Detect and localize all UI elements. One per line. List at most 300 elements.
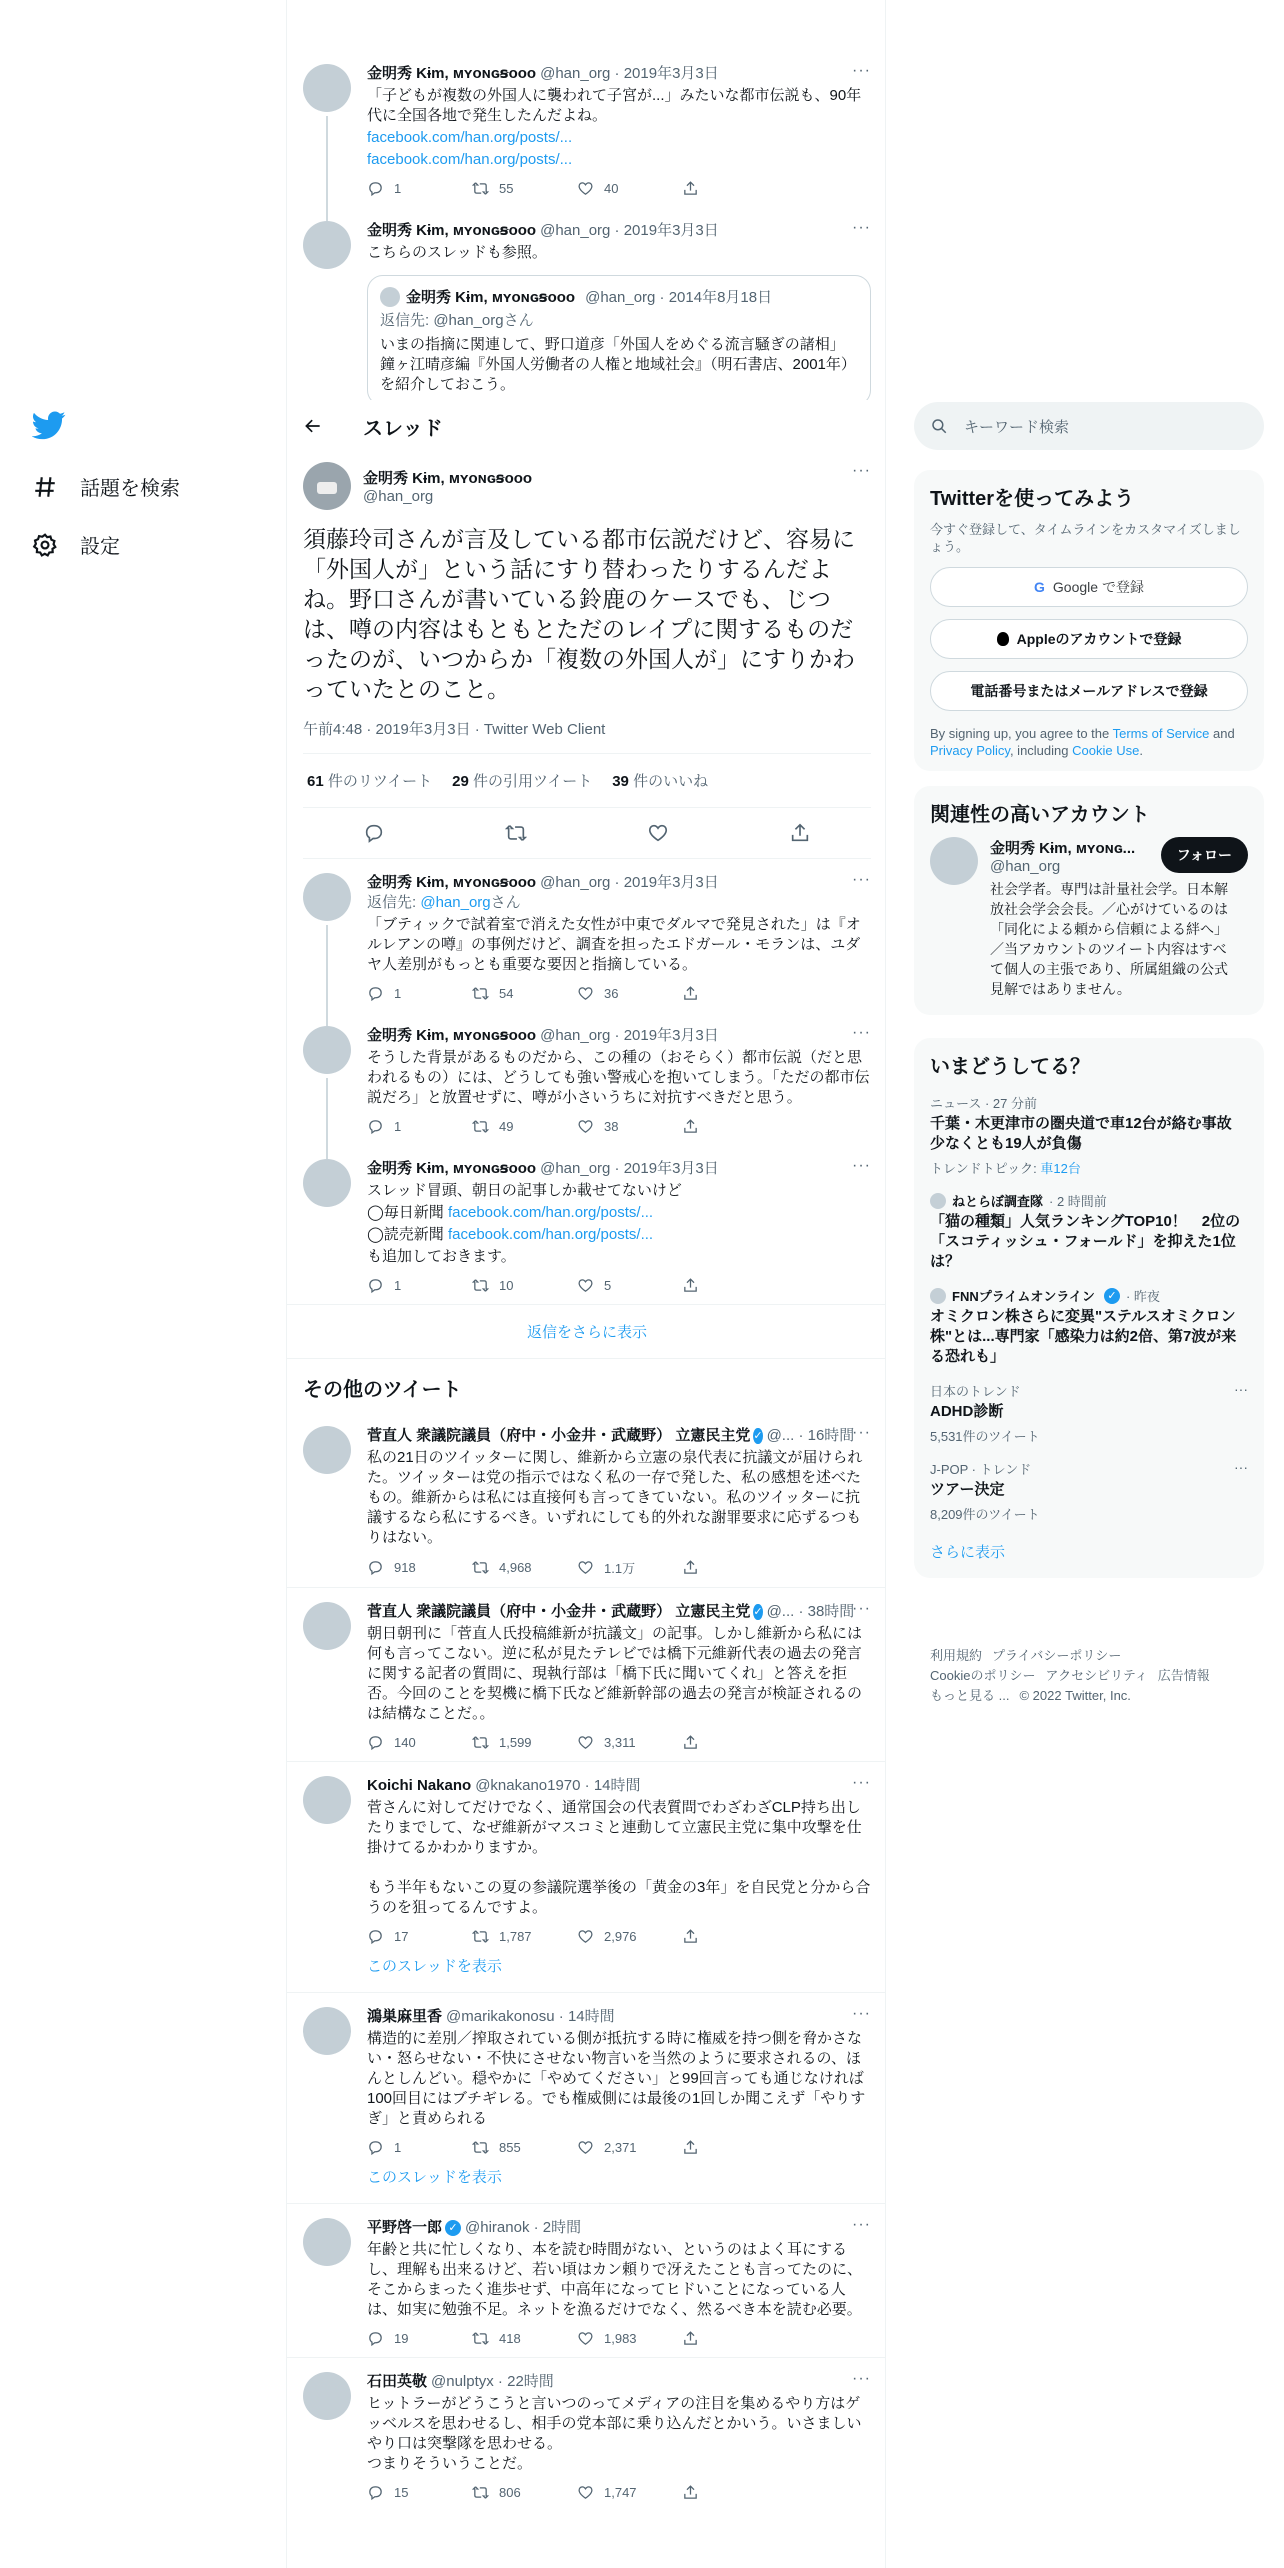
- search-box[interactable]: [914, 402, 1264, 450]
- reply-count: 1: [394, 1119, 402, 1134]
- avatar[interactable]: [303, 1026, 351, 1074]
- reply-button[interactable]: [367, 985, 472, 1002]
- author-name[interactable]: 菅直人 衆議院議員（府中・小金井・武蔵野） 立憲民主党: [367, 1427, 751, 1444]
- retweet-count: 10: [499, 1278, 514, 1293]
- share-icon: [682, 1118, 699, 1135]
- thread-header: [287, 400, 886, 452]
- retweets-label: 件のリツイート: [323, 773, 433, 790]
- author-handle-time[interactable]: @nulptyx · 22時間: [431, 2373, 554, 2390]
- avatar[interactable]: [303, 462, 351, 510]
- retweet-icon: [472, 2330, 489, 2347]
- reply-icon: [367, 2330, 384, 2347]
- phone-email-signup-button[interactable]: [930, 671, 1248, 711]
- retweet-count: 4,968: [499, 1560, 532, 1575]
- tweet-text: ヒットラーがどうこうと言いつのってメディアの注目を集めるやり方はゲッベルスを思わせるし、相手の党本部に乗り込んだとかいう。いさましいやり口は突撃隊を思わせる。 つまりそういうことだ。: [367, 2395, 862, 2472]
- signup-title: Twitterを使ってみよう: [930, 488, 1135, 510]
- verified-badge-icon: ✓: [753, 1606, 763, 1618]
- like-button[interactable]: [577, 1118, 682, 1135]
- like-button[interactable]: [577, 1558, 682, 1577]
- author-handle-time[interactable]: @marikakonosu · 14時間: [446, 2008, 615, 2025]
- retweet-icon: [472, 1734, 489, 1751]
- retweet-icon: [472, 2139, 489, 2156]
- author-handle-time[interactable]: @han_org · 2019年3月3日: [540, 222, 719, 239]
- signup-panel: [914, 470, 1264, 771]
- author-name[interactable]: Koichi Nakano: [367, 1777, 472, 1794]
- hashtag-icon: [32, 474, 58, 500]
- author-handle-time[interactable]: @han_org · 2019年3月3日: [540, 1027, 719, 1044]
- reply-to-prefix: 返信先:: [367, 894, 421, 911]
- nav-settings-label: 設定: [80, 536, 120, 558]
- likes-label: 件のいいね: [628, 773, 709, 790]
- relevant-accounts-panel: [914, 786, 1264, 1015]
- reply-count: 1: [394, 2140, 402, 2155]
- follow-button[interactable]: フォロー: [1161, 837, 1248, 873]
- tweet[interactable]: [287, 50, 886, 207]
- terms-link[interactable]: Terms of Service: [1112, 726, 1210, 741]
- nav-settings[interactable]: [32, 530, 120, 559]
- account-bio: 社会学者。専門は計量社会学。日本解放社会学会会長。／心がけているのは「同化による頼から信頼による絆へ」／当アカウントのツイート内容はすべて個人の主張であり、所属組織の公式見解ではありません。: [990, 881, 1228, 997]
- reply-icon: [367, 1559, 384, 1576]
- reply-tweet[interactable]: [287, 859, 886, 1012]
- footer-cookie[interactable]: Cookieのポリシー: [930, 1668, 1036, 1683]
- author-handle-time[interactable]: @knakano1970 · 14時間: [475, 1777, 641, 1794]
- share-icon: [682, 1928, 699, 1945]
- share-button[interactable]: [682, 1277, 787, 1294]
- trend-item[interactable]: [930, 1459, 1248, 1523]
- page-title: スレッド: [363, 417, 443, 440]
- quotes-label: 件の引用ツイート: [468, 773, 593, 790]
- legal-text: .: [1139, 743, 1143, 758]
- reply-button[interactable]: [367, 180, 472, 197]
- quotes-count: 29: [452, 773, 469, 790]
- show-thread-link[interactable]: このスレッドを表示: [367, 1958, 502, 1975]
- share-icon: [682, 1277, 699, 1294]
- retweet-icon: [472, 180, 489, 197]
- retweet-button[interactable]: [472, 1277, 577, 1294]
- like-button[interactable]: [577, 1928, 682, 1945]
- search-icon: [930, 417, 948, 435]
- quoted-tweet[interactable]: [367, 275, 871, 400]
- more-options-icon[interactable]: ···: [852, 62, 871, 79]
- retweet-icon: [472, 1118, 489, 1135]
- thread-connector: [326, 925, 328, 1026]
- reply-icon: [367, 2139, 384, 2156]
- thread-connector: [326, 116, 328, 221]
- trend-meta: 日本のトレンド: [930, 1384, 1021, 1399]
- engagement-stats: [303, 754, 871, 808]
- avatar[interactable]: [303, 221, 351, 269]
- author-name[interactable]: 金明秀 Kɨm, ᴍʏᴏɴɢꞩooo: [367, 1027, 537, 1044]
- share-button[interactable]: [682, 2139, 787, 2156]
- more-options-icon[interactable]: ···: [852, 2370, 871, 2387]
- reply-icon: [367, 2484, 384, 2501]
- account-card[interactable]: [930, 837, 1248, 999]
- reply-button[interactable]: [367, 1734, 472, 1751]
- reply-tweet[interactable]: [287, 1012, 886, 1145]
- trends-panel: [914, 1038, 1264, 1578]
- share-button[interactable]: [682, 1928, 787, 1945]
- share-icon: [682, 180, 699, 197]
- likes-stat[interactable]: [612, 770, 708, 791]
- author-handle-time[interactable]: @... · 38時間: [766, 1603, 855, 1620]
- retweet-icon: [472, 2484, 489, 2501]
- author-name[interactable]: 鴻巣麻里香: [367, 2008, 443, 2025]
- heart-icon: [577, 2139, 594, 2156]
- reply-button[interactable]: [367, 1277, 472, 1294]
- reply-button[interactable]: [367, 2330, 472, 2347]
- retweet-icon: [472, 985, 489, 1002]
- focus-actions: [303, 808, 871, 859]
- avatar: [930, 1193, 946, 1209]
- avatar[interactable]: [303, 1602, 351, 1650]
- share-button[interactable]: [682, 1734, 787, 1751]
- legal-notice: [930, 725, 1248, 759]
- heart-icon: [577, 2484, 594, 2501]
- share-button[interactable]: [682, 180, 787, 197]
- reply-icon: [367, 1118, 384, 1135]
- author-name[interactable]: 金明秀 Kɨm, ᴍʏᴏɴɢꞩooo: [367, 65, 537, 82]
- google-signup-button[interactable]: [930, 567, 1248, 607]
- retweets-count: 61: [307, 773, 324, 790]
- retweets-stat[interactable]: [307, 770, 432, 791]
- phone-signup-label: 電話番号またはメールアドレスで登録: [970, 683, 1208, 699]
- retweet-count: 418: [499, 2331, 521, 2346]
- cookie-link[interactable]: Cookie Use: [1072, 743, 1140, 758]
- trend-title: 「猫の種類」人気ランキングTOP10！ 2位の「スコティッシュ・フォールド」を抑えた1位は？: [930, 1213, 1241, 1270]
- trend-time: · 2 時間前: [1049, 1194, 1107, 1209]
- avatar[interactable]: [930, 837, 978, 885]
- trend-count: 5,531件のツイート: [930, 1429, 1040, 1444]
- retweet-count: 855: [499, 2140, 521, 2155]
- likes-count: 39: [612, 773, 629, 790]
- other-tweet[interactable]: [287, 1762, 886, 1945]
- retweet-button[interactable]: [472, 1118, 577, 1135]
- like-count: 36: [604, 986, 619, 1001]
- trend-title: ツアー決定: [930, 1481, 1005, 1498]
- more-options-icon[interactable]: ···: [1234, 1381, 1248, 1397]
- show-more-replies-link[interactable]: 返信をさらに表示: [287, 1305, 886, 1359]
- footer: [930, 1646, 1260, 1706]
- reply-count: 19: [394, 2331, 409, 2346]
- tweet-text: 構造的に差別／搾取されている側が抵抗する時に権威を持つ側を脅かさない・怒らせない・不快にさせない物言いを当然のように要求されるの、ほんとしんどい。穏やかに「やめてください」と99回言っても通じなければ100回目にはブチギレる。でも権威側には最後の1回しか聞こえず「やりすぎ」と責められる: [367, 2030, 866, 2127]
- tweet-link[interactable]: facebook.com/han.org/posts/...: [447, 1204, 654, 1221]
- author-name[interactable]: 菅直人 衆議院議員（府中・小金井・武蔵野） 立憲民主党: [367, 1603, 751, 1620]
- like-button[interactable]: [577, 985, 682, 1002]
- avatar[interactable]: [303, 873, 351, 921]
- more-options-icon[interactable]: ···: [852, 1157, 871, 1174]
- share-button[interactable]: [682, 985, 787, 1002]
- reply-count: 918: [394, 1560, 416, 1575]
- like-button[interactable]: [577, 2484, 682, 2501]
- retweet-button[interactable]: [472, 2139, 577, 2156]
- link-prefix: ◯読売新聞: [367, 1226, 448, 1243]
- retweet-button[interactable]: [472, 1734, 577, 1751]
- footer-ads[interactable]: 広告情報: [1157, 1668, 1210, 1683]
- google-logo-icon: G: [1034, 579, 1045, 595]
- gear-icon: [32, 532, 58, 558]
- trend-source: ねとらぼ調査隊: [952, 1194, 1044, 1209]
- other-tweets-heading: その他のツイート: [303, 1379, 462, 1401]
- reply-button[interactable]: [367, 2139, 472, 2156]
- reply-count: 140: [394, 1735, 416, 1750]
- author-name[interactable]: 石田英敬: [367, 2373, 428, 2390]
- trend-title: ADHD診断: [930, 1403, 1004, 1420]
- reply-count: 1: [394, 1278, 402, 1293]
- other-tweet[interactable]: [287, 1412, 886, 1587]
- more-options-icon[interactable]: ···: [852, 219, 871, 236]
- apple-signup-label: Appleのアカウントで登録: [1016, 631, 1182, 647]
- tweet-link[interactable]: facebook.com/han.org/posts/...: [447, 1226, 654, 1243]
- heart-icon: [577, 1559, 594, 1576]
- relevant-title: 関連性の高いアカウント: [930, 804, 1150, 826]
- legal-text: and: [1209, 726, 1235, 741]
- footer-privacy[interactable]: プライバシーポリシー: [992, 1648, 1122, 1663]
- account-handle[interactable]: @han_org: [990, 858, 1061, 875]
- reply-button[interactable]: [367, 2484, 472, 2501]
- trends-title: いまどうしてる？: [930, 1056, 1090, 1078]
- tweet-text: 「子どもが複数の外国人に襲われて子宮が...」みたいな都市伝説も、90年代に全国各地で発生したんだよね。: [367, 87, 862, 124]
- avatar[interactable]: [303, 2372, 351, 2420]
- other-tweet[interactable]: [287, 1588, 886, 1761]
- author-name[interactable]: 金明秀 Kɨm, ᴍʏᴏɴɢꞩooo: [363, 470, 533, 487]
- heart-icon: [577, 2330, 594, 2347]
- author-handle-time[interactable]: @han_org · 2019年3月3日: [540, 1160, 719, 1177]
- like-count: 1.1万: [604, 1561, 636, 1576]
- reply-icon: [367, 180, 384, 197]
- trends-show-more[interactable]: さらに表示: [930, 1544, 1006, 1561]
- trend-topic-link[interactable]: 車12台: [1040, 1161, 1081, 1176]
- heart-icon: [577, 1277, 594, 1294]
- quote-author-handle-time: @han_org · 2014年8月18日: [585, 289, 773, 306]
- tweet-text: 菅さんに対してだけでなく、通常国会の代表質問でわざわざCLP持ち出したりまでして、なぜ維新がマスコミと連動して立憲民主党に集中攻撃を仕掛けてるかわかりますか。 もう半年もないこの夏の参議院選挙後の「黄金の3年」を自民党と分から合うのを狙ってるんですよ。: [367, 1799, 871, 1916]
- trend-title: オミクロン株さらに変異"ステルスオミクロン株"とは...専門家「感染力は約2倍、第7波が来る恐れも」: [930, 1308, 1237, 1365]
- footer-copyright: © 2022 Twitter, Inc.: [1019, 1688, 1131, 1703]
- reply-button[interactable]: [367, 1928, 472, 1945]
- trend-item[interactable]: [930, 1381, 1248, 1445]
- more-options-icon[interactable]: ···: [852, 462, 871, 479]
- left-navigation: [0, 0, 286, 2568]
- reply-icon: [367, 1734, 384, 1751]
- privacy-link[interactable]: Privacy Policy: [930, 743, 1010, 758]
- footer-more[interactable]: もっと見る ...: [930, 1688, 1010, 1703]
- reply-count: 1: [394, 986, 402, 1001]
- reply-to-suffix: さん: [490, 894, 521, 911]
- retweet-icon[interactable]: [505, 822, 527, 844]
- author-handle[interactable]: @han_org: [363, 488, 434, 505]
- legal-text: By signing up, you agree to the: [930, 726, 1113, 741]
- verified-badge-icon: ✓: [1104, 1288, 1120, 1304]
- avatar: [930, 1288, 946, 1304]
- retweet-count: 55: [499, 181, 514, 196]
- reply-count: 1: [394, 181, 402, 196]
- trend-meta: ニュース · 27 分前: [930, 1096, 1037, 1111]
- more-options-icon[interactable]: ···: [852, 1774, 871, 1791]
- retweet-count: 1,787: [499, 1929, 532, 1944]
- retweet-count: 49: [499, 1119, 514, 1134]
- tweet-text: スレッド冒頭、朝日の記事しか載せてないけど: [367, 1182, 682, 1199]
- like-count: 1,983: [604, 2331, 637, 2346]
- reply-icon: [367, 1277, 384, 1294]
- legal-text: , including: [1009, 743, 1073, 758]
- share-icon: [682, 2139, 699, 2156]
- reply-button[interactable]: [367, 1118, 472, 1135]
- other-tweet[interactable]: [287, 1993, 886, 2156]
- heart-icon: [577, 1734, 594, 1751]
- share-icon: [682, 2484, 699, 2501]
- avatar: [380, 287, 400, 307]
- tweet-link[interactable]: facebook.com/han.org/posts/...: [367, 129, 573, 146]
- nav-explore-label: 話題を検索: [80, 478, 180, 500]
- author-handle-time[interactable]: @han_org · 2019年3月3日: [540, 65, 719, 82]
- reply-to: [367, 893, 871, 913]
- like-count: 2,976: [604, 1929, 637, 1944]
- google-signup-label: Google で登録: [1052, 579, 1144, 595]
- trend-time: · 昨夜: [1125, 1289, 1160, 1304]
- thread-content: [287, 452, 886, 2511]
- heart-icon: [577, 1928, 594, 1945]
- like-count: 1,747: [604, 2485, 637, 2500]
- quote-author-name: 金明秀 Kɨm, ᴍʏᴏɴɢꞩooo: [406, 289, 576, 306]
- author-name[interactable]: 平野啓一郎: [367, 2219, 443, 2236]
- tweet-text: 朝日朝刊に「菅直人氏投稿維新が抗議文」の記事。しかし維新から私には何も言ってこない。逆に私が見たテレビでは橋下元維新代表の過去の発言に関する記者の質問に、現執行部は「橋下氏に聞いてくれ」と答えを拒否。今回のことを契機に橋下氏など維新幹部の過去の発言が検証されるのは結構なことだ。。: [367, 1625, 863, 1722]
- avatar[interactable]: [303, 1776, 351, 1824]
- quotes-stat[interactable]: [452, 770, 592, 791]
- search-placeholder: キーワード検索: [964, 418, 1070, 436]
- heart-icon: [577, 180, 594, 197]
- avatar[interactable]: [303, 2218, 351, 2266]
- tweet[interactable]: [287, 207, 886, 400]
- reply-tweet[interactable]: [287, 1145, 886, 1304]
- tweet-text: も追加しておきます。: [367, 1248, 516, 1265]
- footer-terms[interactable]: 利用規約: [930, 1648, 983, 1663]
- more-options-icon[interactable]: ···: [852, 1024, 871, 1041]
- trend-meta: J-POP · トレンド: [930, 1462, 1032, 1477]
- trend-sub-prefix: トレンドトピック:: [930, 1161, 1041, 1176]
- apple-signup-button[interactable]: [930, 619, 1248, 659]
- author-handle-time[interactable]: @han_org · 2019年3月3日: [540, 874, 719, 891]
- more-options-icon[interactable]: ···: [852, 1600, 871, 1617]
- trend-source: FNNプライムオンライン: [952, 1289, 1095, 1304]
- quote-text: いまの指摘に関連して、野口道彦「外国人をめぐる流言騒ぎの諸相」鐘ヶ江晴彦編『外国人労働者の人権と地域社会』（明石書店、2001年）を紹介しておこう。: [380, 336, 856, 393]
- previous-thread-tweets: [287, 0, 886, 400]
- retweet-button[interactable]: [472, 1928, 577, 1945]
- author-name[interactable]: 金明秀 Kɨm, ᴍʏᴏɴɢꞩooo: [367, 874, 537, 891]
- retweet-button[interactable]: [472, 985, 577, 1002]
- more-options-icon[interactable]: ···: [852, 2005, 871, 2022]
- reply-count: 17: [394, 1929, 409, 1944]
- apple-logo-icon: [997, 632, 1009, 646]
- retweet-button[interactable]: [472, 1558, 577, 1577]
- retweet-icon: [472, 1928, 489, 1945]
- heart-icon[interactable]: [647, 822, 669, 844]
- reply-icon[interactable]: [363, 822, 385, 844]
- trend-count: 8,209件のツイート: [930, 1507, 1040, 1522]
- tweet-text: 年齢と共に忙しくなり、本を読む時間がない、というのはよく耳にするし、理解も出来るけど、若い頃はカン頼りで冴えたことも言ってたのに、そこからまったく進歩せず、中高年になってヒドいことになっている人は、如実に勉強不足。ネットを漁るだけでなく、然るべき本を読む必要。: [367, 2241, 863, 2318]
- link-prefix: ◯毎日新聞: [367, 1204, 448, 1221]
- share-icon: [682, 1559, 699, 1576]
- avatar[interactable]: [303, 2007, 351, 2055]
- account-name[interactable]: 金明秀 Kɨm, ᴍʏᴏɴɢ...: [990, 840, 1136, 857]
- back-arrow-icon[interactable]: [303, 416, 323, 436]
- more-options-icon[interactable]: ···: [852, 2216, 871, 2233]
- share-button[interactable]: [682, 2330, 787, 2347]
- tweet-text: そうした背景があるものだから、この種の（おそらく）都市伝説（だと思われるもの）には、どうしても強い警戒心を抱いてしまう。「ただの都市伝説だろ」と放置せずに、噂が小さいうちに対抗すべきだと思う。: [367, 1049, 870, 1106]
- share-icon[interactable]: [789, 822, 811, 844]
- verified-badge-icon: ✓: [445, 2220, 461, 2236]
- like-count: 38: [604, 1119, 619, 1134]
- tweet-link[interactable]: facebook.com/han.org/posts/...: [367, 151, 573, 168]
- share-icon: [682, 2330, 699, 2347]
- reply-count: 15: [394, 2485, 409, 2500]
- reply-to-handle[interactable]: @han_org: [420, 894, 491, 911]
- retweet-count: 54: [499, 986, 514, 1001]
- more-options-icon[interactable]: ···: [1234, 1459, 1248, 1475]
- like-button[interactable]: [577, 180, 682, 197]
- reply-icon: [367, 1928, 384, 1945]
- retweet-button[interactable]: [472, 180, 577, 197]
- tweet-timestamp[interactable]: 午前4:48 · 2019年3月3日 · Twitter Web Client: [303, 718, 871, 754]
- author-name[interactable]: 金明秀 Kɨm, ᴍʏᴏɴɢꞩooo: [367, 222, 537, 239]
- retweet-count: 806: [499, 2485, 521, 2500]
- reply-button[interactable]: [367, 1558, 472, 1577]
- trend-item[interactable]: [930, 1286, 1248, 1367]
- show-thread-link[interactable]: このスレッドを表示: [367, 2169, 502, 2186]
- heart-icon: [577, 985, 594, 1002]
- share-icon: [682, 1734, 699, 1751]
- other-tweet[interactable]: [287, 2358, 886, 2511]
- like-count: 5: [604, 1278, 612, 1293]
- retweet-count: 1,599: [499, 1735, 532, 1750]
- avatar[interactable]: [303, 1159, 351, 1207]
- trend-item[interactable]: [930, 1093, 1248, 1177]
- main-column: [286, 0, 886, 2568]
- author-name[interactable]: 金明秀 Kɨm, ᴍʏᴏɴɢꞩooo: [367, 1160, 537, 1177]
- twitter-bird-icon[interactable]: [32, 408, 66, 442]
- like-count: 40: [604, 181, 619, 196]
- retweet-button[interactable]: [472, 2484, 577, 2501]
- avatar[interactable]: [303, 1426, 351, 1474]
- like-count: 2,371: [604, 2140, 637, 2155]
- heart-icon: [577, 1118, 594, 1135]
- avatar[interactable]: [303, 64, 351, 112]
- retweet-icon: [472, 1559, 489, 1576]
- like-button[interactable]: [577, 2330, 682, 2347]
- reply-icon: [367, 985, 384, 1002]
- share-button[interactable]: [682, 1558, 787, 1577]
- other-tweet[interactable]: [287, 2204, 886, 2357]
- like-button[interactable]: [577, 2139, 682, 2156]
- tweet-text: 「ブティックで試着室で消えた女性が中東でダルマで発見された」は『オルレアンの噂』の事例だけど、調査を担ったエドガール・モランは、ユダヤ人差別がもっとも重要な要因と指摘している。: [367, 916, 861, 973]
- focus-tweet-text: 須藤玲司さんが言及している都市伝説だけど、容易に「外国人が」という話にすり替わったりするんだよね。野口さんが書いている鈴鹿のケースでも、じつは、噂の内容はもともとただのレイプに関するものだったのが、いつからか「複数の外国人が」にすりかわっていたとのこと。: [303, 526, 855, 702]
- more-options-icon[interactable]: ···: [852, 1424, 871, 1441]
- trend-title: 千葉・木更津市の圏央道で車12台が絡む事故 少なくとも19人が負傷: [930, 1115, 1232, 1152]
- footer-accessibility[interactable]: アクセシビリティ: [1045, 1668, 1148, 1683]
- like-button[interactable]: [577, 1734, 682, 1751]
- quote-reply-to: 返信先: @han_orgさん: [380, 312, 534, 329]
- tweet-text: こちらのスレッドも参照。: [367, 244, 547, 261]
- like-button[interactable]: [577, 1277, 682, 1294]
- trend-item[interactable]: [930, 1191, 1248, 1272]
- nav-explore[interactable]: [32, 472, 180, 501]
- author-handle-time[interactable]: @... · 16時間: [766, 1427, 855, 1444]
- retweet-button[interactable]: [472, 2330, 577, 2347]
- like-count: 3,311: [604, 1735, 636, 1750]
- share-button[interactable]: [682, 2484, 787, 2501]
- more-options-icon[interactable]: ···: [852, 871, 871, 888]
- share-button[interactable]: [682, 1118, 787, 1135]
- author-handle-time[interactable]: @hiranok · 2時間: [465, 2219, 582, 2236]
- retweet-icon: [472, 1277, 489, 1294]
